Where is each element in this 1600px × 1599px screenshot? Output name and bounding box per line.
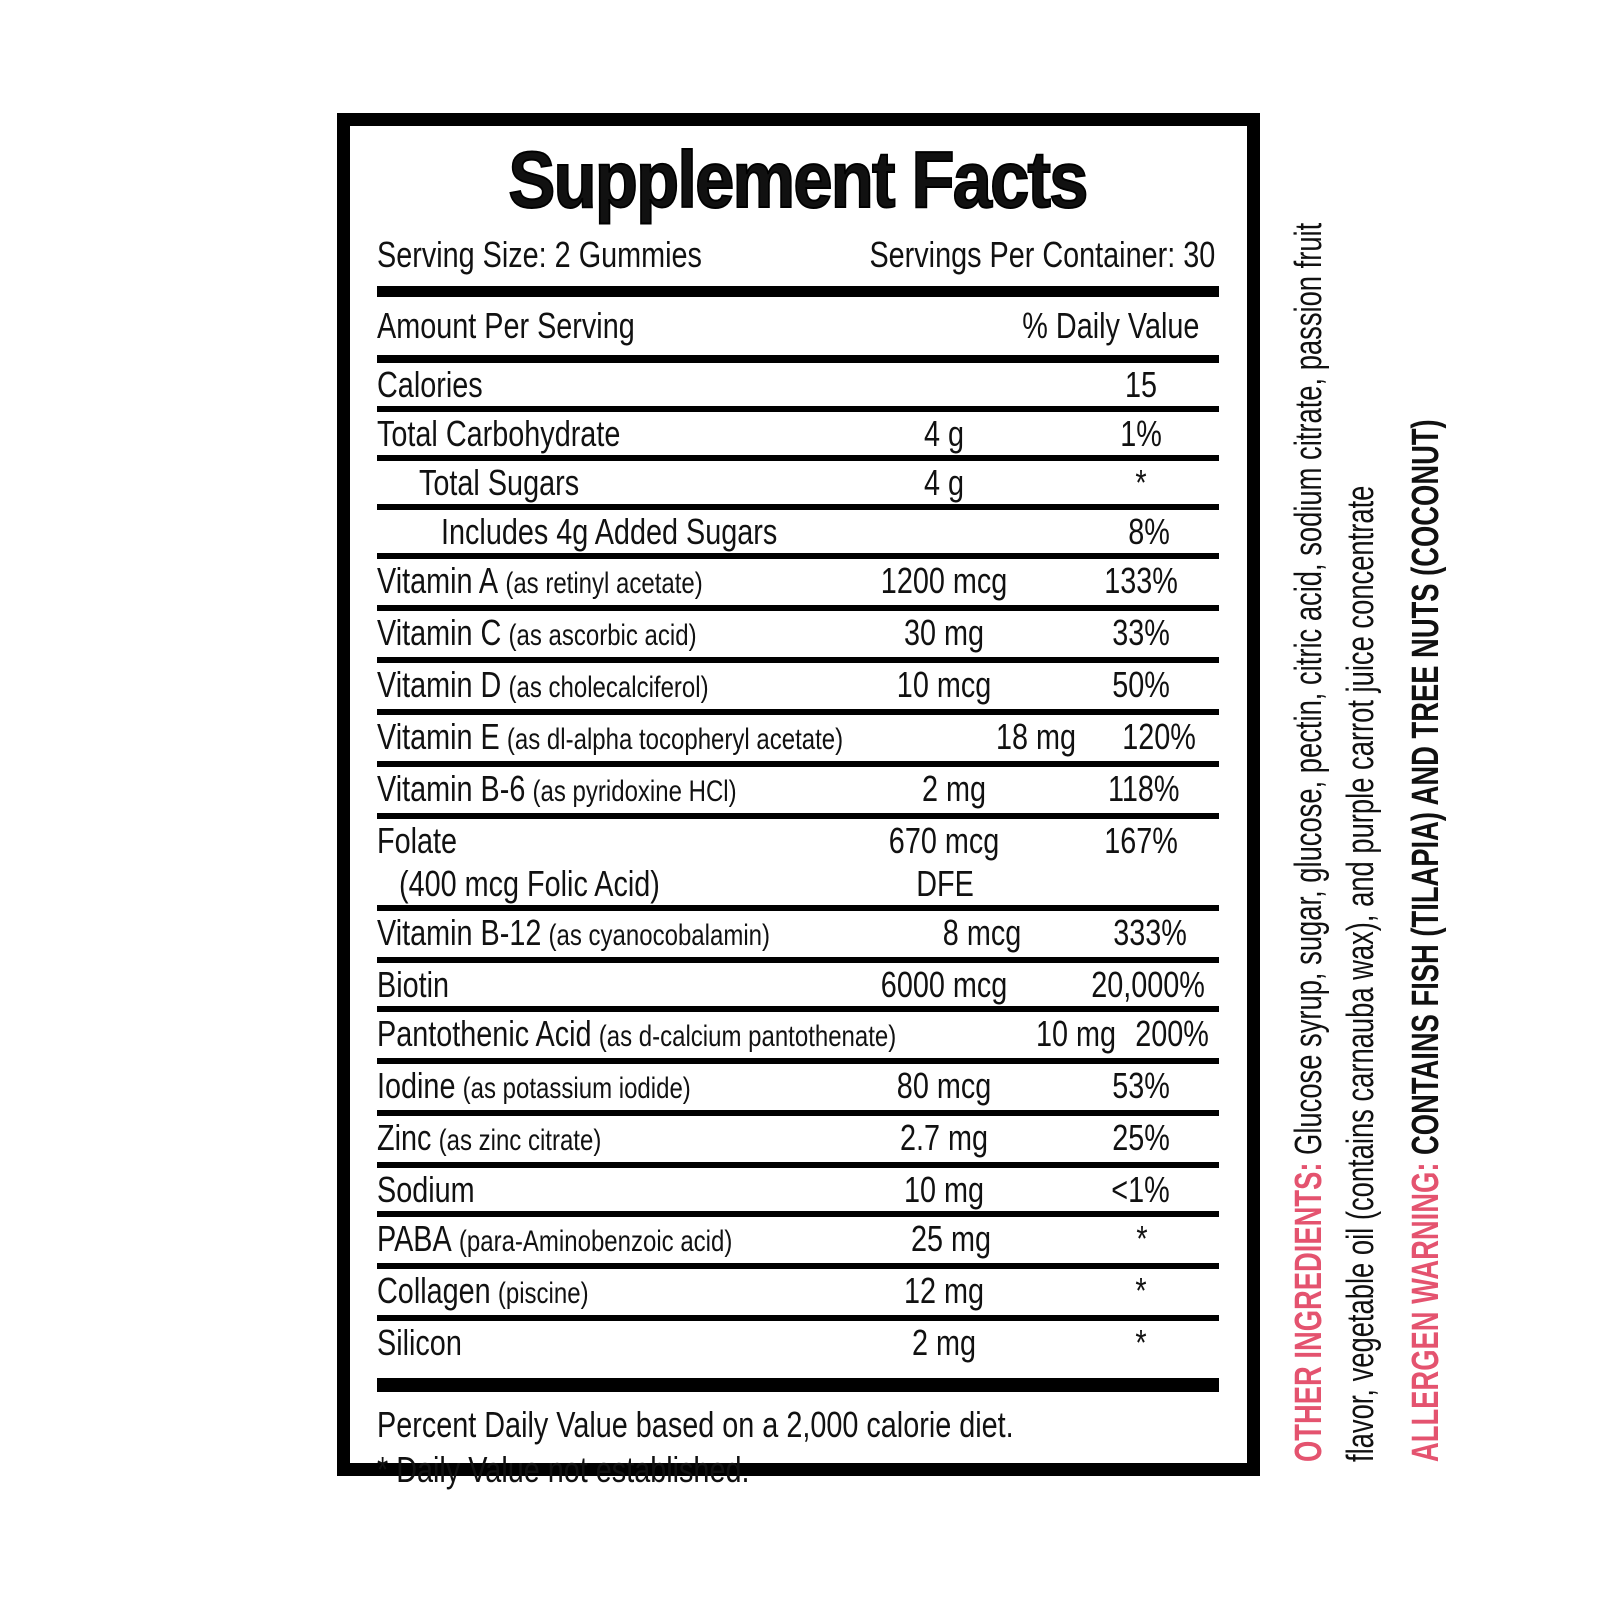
nutrient-row bbox=[377, 715, 1219, 767]
nutrient-row bbox=[377, 1321, 1219, 1364]
footnotes bbox=[377, 1402, 1219, 1492]
nutrient-amount: 4 g bbox=[924, 462, 965, 503]
nutrient-name: Vitamin C (as ascorbic acid) bbox=[377, 612, 697, 653]
nutrient-name: Vitamin E (as dl-alpha tocopheryl acetate) bbox=[377, 716, 844, 757]
nutrient-daily-value: 133% bbox=[1104, 560, 1178, 601]
nutrient-amount: 25 mg bbox=[910, 1218, 991, 1259]
nutrient-row bbox=[377, 412, 1219, 461]
nutrient-row bbox=[377, 663, 1219, 715]
footnote-not-established: * Daily Value not established. bbox=[377, 1449, 750, 1490]
nutrient-amount: 6000 mcg bbox=[881, 964, 1008, 1005]
nutrient-amount: 2.7 mg bbox=[900, 1117, 989, 1158]
other-ingredients-text bbox=[1283, 0, 1387, 1462]
nutrient-rows bbox=[377, 363, 1219, 1364]
other-ingredients-label: OTHER INGREDIENTS: bbox=[1288, 1162, 1330, 1462]
serving-size: Serving Size: 2 Gummies bbox=[377, 234, 702, 275]
nutrient-amount: 1200 mcg bbox=[881, 560, 1008, 601]
nutrient-daily-value: 15 bbox=[1124, 364, 1158, 405]
nutrient-row bbox=[377, 1064, 1219, 1116]
nutrient-name: Vitamin B-12 (as cyanocobalamin) bbox=[377, 912, 770, 953]
column-header-daily-value: % Daily Value bbox=[1021, 305, 1199, 346]
nutrient-daily-value: 120% bbox=[1122, 716, 1196, 757]
nutrient-name: Includes 4g Added Sugars bbox=[441, 511, 778, 552]
nutrient-name: Silicon bbox=[377, 1322, 462, 1363]
nutrient-name: Vitamin A (as retinyl acetate) bbox=[377, 560, 703, 601]
facts-title-text: Supplement Facts bbox=[508, 135, 1088, 224]
servings-per-container: Servings Per Container: 30 bbox=[869, 234, 1216, 275]
nutrient-amount: 10 mg bbox=[1036, 1013, 1117, 1054]
nutrient-row bbox=[377, 611, 1219, 663]
nutrient-daily-value: 8% bbox=[1128, 511, 1170, 552]
nutrient-daily-value: 50% bbox=[1112, 664, 1170, 705]
nutrient-name: Folate (400 mcg Folic Acid) bbox=[377, 820, 660, 904]
nutrient-name: Total Sugars bbox=[419, 462, 580, 503]
nutrient-amount: 2 mg bbox=[922, 768, 987, 809]
nutrient-row bbox=[377, 911, 1219, 963]
nutrient-daily-value: * bbox=[1135, 1270, 1147, 1311]
nutrient-daily-value: 25% bbox=[1112, 1117, 1170, 1158]
nutrient-name: PABA (para-Aminobenzoic acid) bbox=[377, 1218, 733, 1259]
nutrient-row bbox=[377, 510, 1219, 559]
facts-title bbox=[377, 132, 1219, 228]
nutrient-daily-value: 200% bbox=[1135, 1013, 1210, 1054]
other-ingredients-line-1: OTHER INGREDIENTS: Glucose syrup, sugar, glucose, pectin, citric acid, sodium citrate, passion fruit bbox=[1288, 222, 1330, 1462]
nutrient-daily-value: 53% bbox=[1112, 1065, 1170, 1106]
allergen-warning-line: ALLERGEN WARNING: CONTAINS FISH (TILAPIA) AND TREE NUTS (COCONUT) bbox=[1405, 419, 1447, 1462]
nutrient-row bbox=[377, 1269, 1219, 1321]
nutrient-row bbox=[377, 559, 1219, 611]
nutrient-row bbox=[377, 363, 1219, 412]
nutrient-amount: 8 mcg bbox=[942, 912, 1021, 953]
allergen-warning-label: ALLERGEN WARNING: bbox=[1405, 1162, 1447, 1462]
nutrient-daily-value: * bbox=[1136, 1218, 1149, 1259]
nutrient-amount: 30 mg bbox=[904, 612, 985, 653]
nutrient-amount: 2 mg bbox=[912, 1322, 977, 1363]
nutrient-amount: 670 mcg DFE bbox=[889, 820, 1000, 904]
nutrient-name: Collagen (piscine) bbox=[377, 1270, 589, 1311]
nutrient-daily-value: * bbox=[1135, 462, 1147, 503]
nutrient-row bbox=[377, 461, 1219, 510]
nutrient-amount: 18 mg bbox=[996, 716, 1077, 757]
nutrient-daily-value: 118% bbox=[1107, 768, 1180, 809]
nutrient-row bbox=[377, 1116, 1219, 1168]
nutrient-daily-value: 167% bbox=[1104, 820, 1178, 861]
nutrient-name: Vitamin B-6 (as pyridoxine HCl) bbox=[377, 768, 737, 809]
footnote-daily-value: Percent Daily Value based on a 2,000 calorie diet. bbox=[377, 1404, 1014, 1445]
nutrient-daily-value: 1% bbox=[1120, 413, 1162, 454]
nutrient-name: Pantothenic Acid (as d-calcium pantothenate) bbox=[377, 1013, 897, 1054]
nutrient-row bbox=[377, 963, 1219, 1012]
nutrient-name: Total Carbohydrate bbox=[377, 413, 621, 454]
thick-divider-bottom bbox=[377, 1378, 1219, 1392]
nutrient-name: Biotin bbox=[377, 964, 450, 1005]
nutrient-amount bbox=[812, 363, 1077, 406]
nutrient-name: Iodine (as potassium iodide) bbox=[377, 1065, 691, 1106]
thick-divider-top bbox=[377, 286, 1219, 297]
nutrient-row bbox=[377, 819, 1219, 911]
other-ingredients-line-2: flavor, vegetable oil (contains carnauba wax), and purple carrot juice concentrate bbox=[1340, 485, 1382, 1462]
supplement-facts-panel bbox=[337, 113, 1260, 1490]
nutrient-name: Zinc (as zinc citrate) bbox=[377, 1117, 602, 1158]
nutrient-daily-value: 333% bbox=[1113, 912, 1187, 953]
nutrient-daily-value: <1% bbox=[1111, 1169, 1171, 1210]
nutrient-name: Vitamin D (as cholecalciferol) bbox=[377, 664, 709, 705]
nutrient-amount: 80 mcg bbox=[897, 1065, 992, 1106]
nutrient-amount: 10 mcg bbox=[897, 664, 992, 705]
nutrient-row bbox=[377, 1217, 1219, 1269]
nutrient-row bbox=[377, 1168, 1219, 1217]
nutrient-name: Sodium bbox=[377, 1169, 475, 1210]
column-header-row bbox=[377, 297, 1219, 363]
nutrient-amount bbox=[861, 510, 1093, 553]
allergen-warning-text bbox=[1404, 14, 1448, 1462]
nutrient-daily-value: 33% bbox=[1112, 612, 1170, 653]
nutrient-daily-value: 20,000% bbox=[1091, 964, 1205, 1005]
nutrient-daily-value: * bbox=[1135, 1322, 1147, 1363]
nutrient-amount: 4 g bbox=[924, 413, 965, 454]
column-header-amount: Amount Per Serving bbox=[377, 305, 635, 346]
nutrient-row bbox=[377, 767, 1219, 819]
nutrient-name: Calories bbox=[377, 364, 483, 405]
nutrient-amount: 10 mg bbox=[904, 1169, 985, 1210]
nutrient-row bbox=[377, 1012, 1219, 1064]
nutrient-amount: 12 mg bbox=[904, 1270, 985, 1311]
serving-info-row bbox=[377, 234, 1219, 276]
